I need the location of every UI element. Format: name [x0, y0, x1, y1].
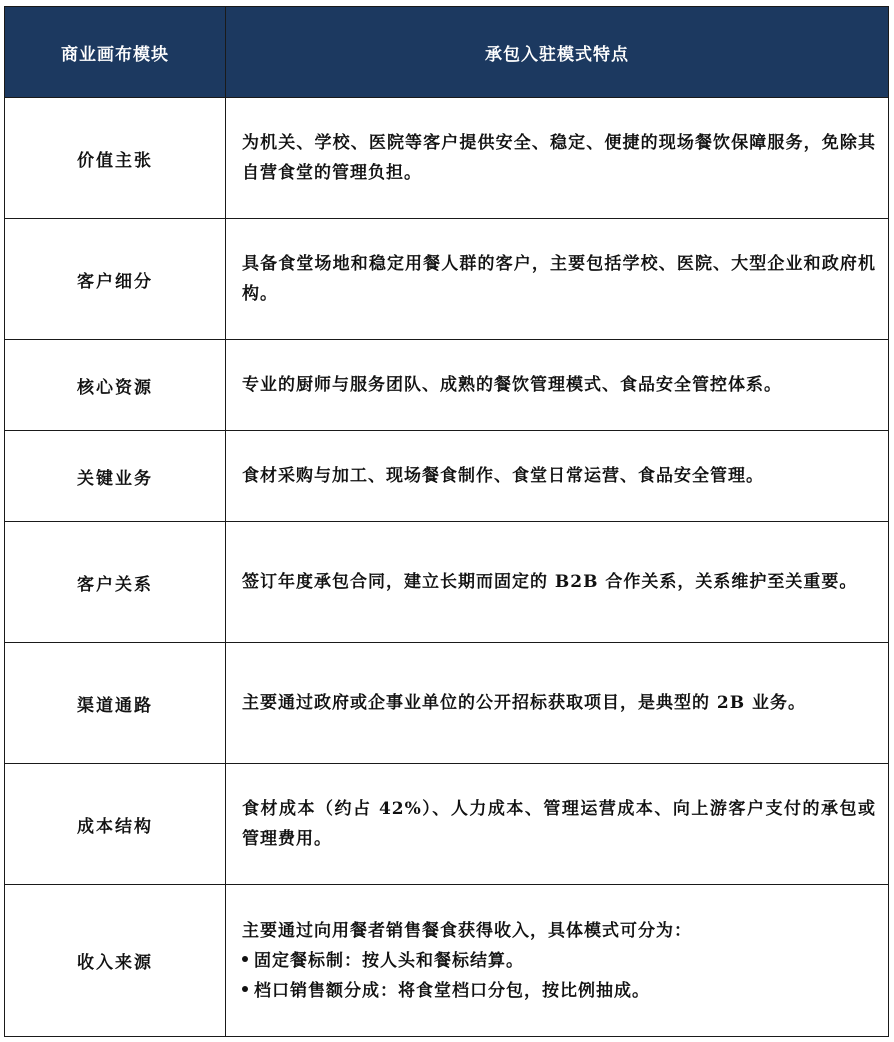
header-row	[5, 7, 889, 98]
feature-cell: 食材采购与加工、现场餐食制作、食堂日常运营、食品安全管理。	[226, 431, 889, 522]
table-row	[5, 219, 889, 340]
revenue-bullet	[242, 976, 876, 1006]
table-row	[5, 764, 889, 885]
business-canvas-table	[4, 6, 889, 1037]
module-cell: 核心资源	[5, 340, 226, 431]
header-feature: 承包入驻模式特点	[226, 7, 889, 98]
revenue-bullet-text: 档口销售额分成：将食堂档口分包，按比例抽成。	[254, 980, 650, 1001]
revenue-intro: 主要通过向用餐者销售餐食获得收入，具体模式可分为：	[242, 920, 692, 941]
table-row	[5, 98, 889, 219]
revenue-bullet-text: 固定餐标制：按人头和餐标结算。	[254, 950, 524, 971]
bullet-dot-icon	[242, 956, 248, 962]
module-cell: 收入来源	[5, 885, 226, 1037]
feature-cell: 为机关、学校、医院等客户提供安全、稳定、便捷的现场餐饮保障服务，免除其自营食堂的管理负担。	[226, 98, 889, 219]
feature-cell: 主要通过政府或企事业单位的公开招标获取项目，是典型的 2B 业务。	[226, 643, 889, 764]
feature-cell: 具备食堂场地和稳定用餐人群的客户，主要包括学校、医院、大型企业和政府机构。	[226, 219, 889, 340]
feature-cell-revenue	[226, 885, 889, 1037]
module-cell: 价值主张	[5, 98, 226, 219]
table-row	[5, 431, 889, 522]
header-module: 商业画布模块	[5, 7, 226, 98]
table-row	[5, 643, 889, 764]
feature-cell: 签订年度承包合同，建立长期而固定的 B2B 合作关系，关系维护至关重要。	[226, 522, 889, 643]
table-body	[5, 98, 889, 1037]
module-cell: 客户关系	[5, 522, 226, 643]
table-header	[5, 7, 889, 98]
feature-cell: 专业的厨师与服务团队、成熟的餐饮管理模式、食品安全管控体系。	[226, 340, 889, 431]
bullet-dot-icon	[242, 986, 248, 992]
table-row	[5, 340, 889, 431]
table-row	[5, 885, 889, 1037]
module-cell: 成本结构	[5, 764, 226, 885]
module-cell: 客户细分	[5, 219, 226, 340]
module-cell: 关键业务	[5, 431, 226, 522]
module-cell: 渠道通路	[5, 643, 226, 764]
feature-cell: 食材成本（约占 42%）、人力成本、管理运营成本、向上游客户支付的承包或管理费用。	[226, 764, 889, 885]
table-row	[5, 522, 889, 643]
revenue-bullet	[242, 946, 876, 976]
